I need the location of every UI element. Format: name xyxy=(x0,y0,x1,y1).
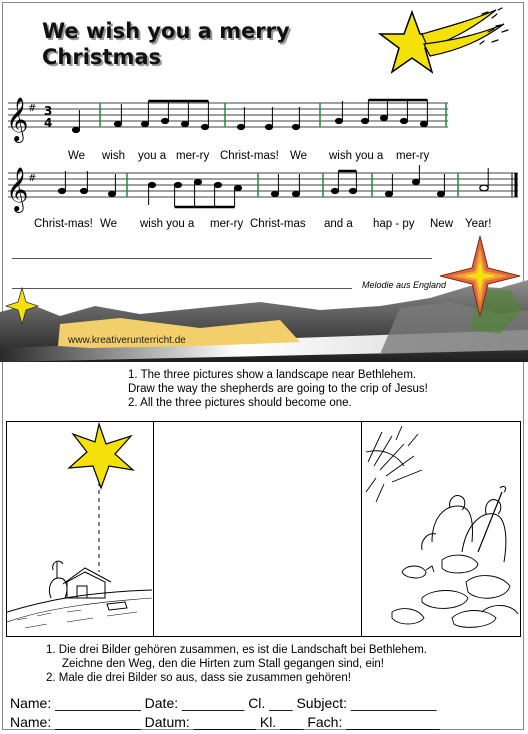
lyric-2-3: wish you a xyxy=(140,218,195,230)
lyric-1-4: mer-ry xyxy=(176,150,210,162)
form-line-german[interactable]: Name: ___________ Datum: ________ Kl. ___ Fach: ____________ xyxy=(10,714,440,730)
instruction-en-1: 1. The three pictures show a landscape near Bethlehem. xyxy=(128,369,417,381)
instruction-de-2: Zeichne den Weg, den die Hirten zum Stall gegangen sind, ein! xyxy=(62,658,384,670)
music-staff-1 xyxy=(0,95,528,145)
svg-text:𝄞: 𝄞 xyxy=(6,167,29,211)
picture-panel-right[interactable] xyxy=(361,421,521,637)
time-sig-top: 3 xyxy=(44,104,53,118)
lyric-1-1: We xyxy=(68,150,86,162)
website-url: www.kreativerunterricht.de xyxy=(68,335,186,346)
compass-star-icon xyxy=(438,234,522,318)
title-line-1: We wish you a merry xyxy=(42,19,290,43)
lyric-2-1: Christ-mas! xyxy=(34,218,93,230)
instructions-english xyxy=(128,368,428,410)
melody-credit: Melodie aus England xyxy=(362,280,447,290)
instructions-german xyxy=(46,643,427,685)
svg-text:#: # xyxy=(28,173,37,184)
lyric-1-8: mer-ry xyxy=(396,150,430,162)
lyric-2-7: hap - py xyxy=(373,218,415,230)
lyric-1-3: you a xyxy=(138,150,167,162)
bethlehem-star-icon xyxy=(69,424,133,488)
sun-rays-drawing xyxy=(366,426,422,502)
svg-text:𝄞: 𝄞 xyxy=(6,97,29,141)
lyric-1-5: Christ-mas! xyxy=(220,150,279,162)
title-line-2: Christmas xyxy=(42,45,162,69)
sheep-drawing xyxy=(392,555,518,627)
picture-panel-left[interactable] xyxy=(6,421,154,637)
lyric-1-7: wish you a xyxy=(329,150,384,162)
time-sig-bottom: 4 xyxy=(44,116,53,130)
lyric-2-2: We xyxy=(100,218,118,230)
lyric-2-4: mer-ry xyxy=(210,218,244,230)
lyric-2-9: Year! xyxy=(465,218,492,230)
lyric-1-2: wish xyxy=(102,150,126,162)
page-title xyxy=(42,18,290,70)
form-line-english[interactable]: Name: ___________ Date: ________ Cl. ___ Subject: ___________ xyxy=(10,695,437,711)
lyric-2-5: Christ-mas xyxy=(250,218,306,230)
picture-panel-middle[interactable] xyxy=(153,421,362,637)
lyric-2-8: New xyxy=(430,218,454,230)
instruction-en-2: Draw the way the shepherds are going to the crip of Jesus! xyxy=(128,383,428,395)
stable-drawing xyxy=(49,561,127,610)
svg-text:#: # xyxy=(28,103,37,114)
instruction-de-1: 1. Die drei Bilder gehören zusammen, es ist die Landschaft bei Bethlehem. xyxy=(46,644,427,656)
instruction-en-3: 2. All the three pictures should become one. xyxy=(128,397,352,409)
shepherds-drawing xyxy=(422,486,506,562)
instruction-de-3: 2. Male die drei Bilder so aus, dass sie zusammen gehören! xyxy=(46,672,351,684)
treble-clef-icon xyxy=(6,167,28,213)
lyric-2-6: and a xyxy=(324,218,353,230)
music-staff-2 xyxy=(0,165,528,215)
lyric-1-6: We xyxy=(290,150,308,162)
shooting-star-icon xyxy=(372,4,522,84)
treble-clef-icon xyxy=(6,97,28,143)
